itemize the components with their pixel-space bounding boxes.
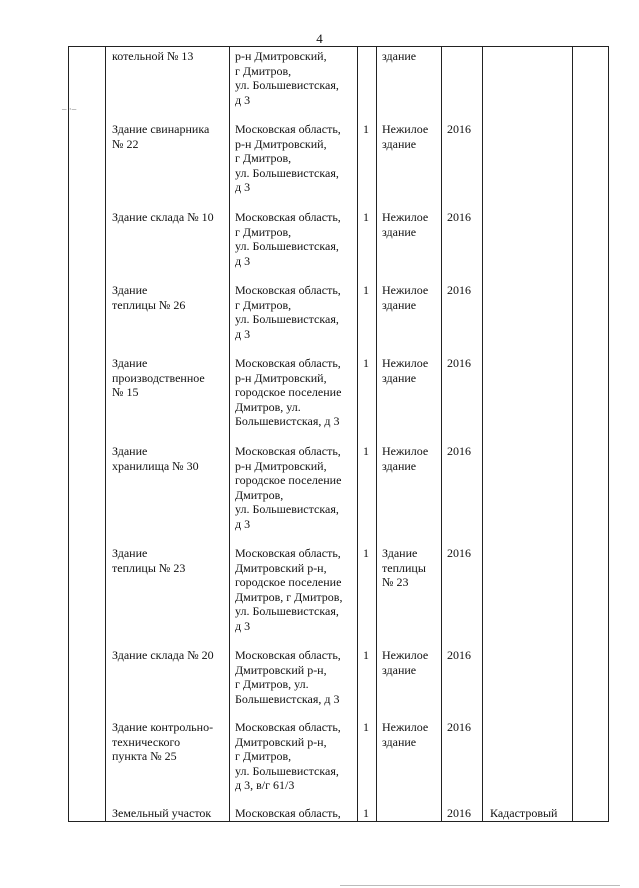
purpose-cell: Здание теплицы № 23 [382, 546, 426, 590]
column-divider [482, 46, 483, 822]
address-cell: Московская область, р-н Дмитровский, городское поселение Дмитров, ул. Большевистская, д 3 [235, 444, 342, 531]
quantity-cell: 1 [363, 283, 369, 297]
address-cell: Московская область, г Дмитров, ул. Большевистская, д 3 [235, 283, 341, 341]
object-name-cell: котельной № 13 [112, 49, 194, 63]
object-name-cell: Здание теплицы № 26 [112, 283, 186, 312]
quantity-cell: 1 [363, 648, 369, 662]
purpose-cell: Нежилое здание [382, 444, 429, 473]
purpose-cell: Нежилое здание [382, 283, 429, 312]
quantity-cell: 1 [363, 806, 369, 820]
year-cell: 2016 [447, 546, 471, 560]
column-divider [68, 46, 69, 822]
year-cell: 2016 [447, 648, 471, 662]
year-cell: 2016 [447, 356, 471, 370]
year-cell: 2016 [447, 806, 471, 820]
address-cell: Московская область, г Дмитров, ул. Большевистская, д 3 [235, 210, 341, 268]
object-name-cell: Здание теплицы № 23 [112, 546, 186, 575]
address-cell: р-н Дмитровский, г Дмитров, ул. Большевистская, д 3 [235, 49, 339, 107]
column-divider [357, 46, 358, 822]
object-name-cell: Здание хранилища № 30 [112, 444, 199, 473]
year-cell: 2016 [447, 122, 471, 136]
column-divider [376, 46, 377, 822]
note-cell: Кадастровый [490, 806, 558, 820]
quantity-cell: 1 [363, 356, 369, 370]
quantity-cell: 1 [363, 444, 369, 458]
year-cell: 2016 [447, 283, 471, 297]
purpose-cell: Нежилое здание [382, 720, 429, 749]
address-cell: Московская область, Дмитровский р-н, г Дмитров, ул. Большевистская, д 3 [235, 648, 341, 706]
column-divider [608, 46, 609, 822]
column-divider [105, 46, 106, 822]
purpose-cell: здание [382, 49, 417, 63]
object-name-cell: Здание склада № 20 [112, 648, 214, 662]
column-divider [229, 46, 230, 822]
quantity-cell: 1 [363, 210, 369, 224]
object-name-cell: Здание свинарника № 22 [112, 122, 210, 151]
quantity-cell: 1 [363, 122, 369, 136]
quantity-cell: 1 [363, 546, 369, 560]
purpose-cell: Нежилое здание [382, 648, 429, 677]
address-cell: Московская область, Дмитровский р-н, г Дмитров, ул. Большевистская, д 3, в/г 61/3 [235, 720, 341, 793]
column-divider [441, 46, 442, 822]
address-cell: Московская область, р-н Дмитровский, городское поселение Дмитров, ул. Большевистская, д 3 [235, 356, 342, 429]
page-edge-line [340, 885, 620, 886]
address-cell: Московская область, Дмитровский р-н, городское поселение Дмитров, г Дмитров, ул. Большевистская, д 3 [235, 546, 343, 633]
scan-artifact: – ·– [62, 104, 77, 114]
quantity-cell: 1 [363, 720, 369, 734]
purpose-cell: Нежилое здание [382, 122, 429, 151]
year-cell: 2016 [447, 444, 471, 458]
address-cell: Московская область, р-н Дмитровский, г Дмитров, ул. Большевистская, д 3 [235, 122, 341, 195]
object-name-cell: Земельный участок [112, 806, 212, 820]
object-name-cell: Здание контрольно- технического пункта № 25 [112, 720, 214, 764]
object-name-cell: Здание склада № 10 [112, 210, 214, 224]
year-cell: 2016 [447, 210, 471, 224]
page-number: 4 [316, 31, 323, 46]
object-name-cell: Здание производственное № 15 [112, 356, 205, 400]
purpose-cell: Нежилое здание [382, 210, 429, 239]
purpose-cell: Нежилое здание [382, 356, 429, 385]
column-divider [572, 46, 573, 822]
year-cell: 2016 [447, 720, 471, 734]
address-cell: Московская область, [235, 806, 341, 820]
